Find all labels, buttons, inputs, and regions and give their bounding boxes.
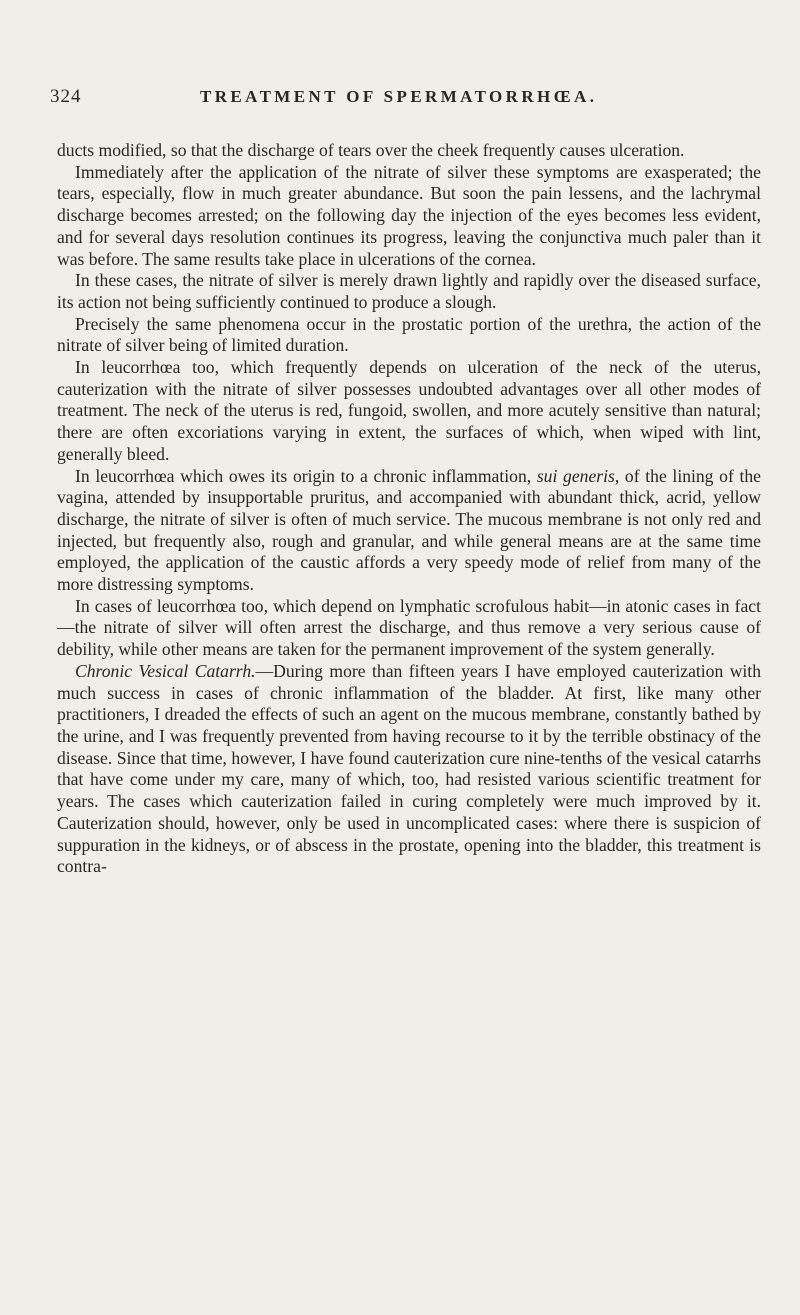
paragraph-cases: In these cases, the nitrate of silver is merely drawn lightly and rapidly over the diseased surface, its action not being sufficiently continued to produce a slough. xyxy=(57,270,761,312)
page-number: 324 xyxy=(50,86,82,107)
paragraph-prostatic: Precisely the same phenomena occur in the prostatic portion of the urethra, the action of the nitrate of silver being of limited duration. xyxy=(57,313,761,356)
paragraph-scrofulous: In cases of leucorrhœa too, which depend on lymphatic scrofulous habit—in atonic cases in fact—the nitrate of silver will often arrest the discharge, and thus remove a very serious cause of debility, while other means are taken for the permanent improvement of the system generally. xyxy=(57,595,761,660)
paragraph-leucorrhoea-uterus: In leucorrhœa too, which frequently depends on ulceration of the neck of the uterus, cauterization with the nitrate of silver possesses undoubted advantages over all other modes of treatment. The neck of the uterus is red, fungoid, swollen, and more acutely sensitive than natural; there are often excoriations varying in extent, the surfaces of which, when wiped with lint, generally bleed. xyxy=(57,357,761,464)
body-text xyxy=(57,140,761,878)
paragraph-text: —During more than fifteen years I have employed cauterization with much success in cases of chronic inflammation of the bladder. At first, like many other practitioners, I dreaded the effects of such an agent on the mucous membrane, constantly bathed by the urine, and I was frequently prevented from having recourse to it by the terrible obstinacy of the disease. Since that time, however, I have found cauterization cure nine-tenths of the vesical catarrhs that have come under my care, many of which, too, had resisted various scientific treatment for years. The cases which cauterization failed in curing completely were much improved by it. Cauterization should, however, only be used in uncomplicated cases: where there is suspicion of suppuration in the kidneys, or of abscess in the prostate, opening into the bladder, this treatment is contra- xyxy=(57,660,761,877)
paragraph-text: of the lining of the vagina, attended by insupportable pruritus, and accompanied with abundant thick, acrid, yellow discharge, the nitrate of silver is often of much service. The mucous membrane is not only red and injected, but frequently also, rough and granular, and while general means are at the same time employed, the application of the caustic affords a very speedy mode of relief from many of the more distressing symptoms. xyxy=(57,465,761,595)
paragraph-text: In leucorrhœa which owes its origin to a chronic inflammation, xyxy=(75,465,532,486)
section-heading: Chronic Vesical Catarrh. xyxy=(75,660,256,681)
paragraph-vesical-catarrh xyxy=(57,661,761,878)
latin-phrase: sui generis, xyxy=(536,465,620,486)
paragraph-silver-symptoms: Immediately after the application of the nitrate of silver these symptoms are exasperated; the tears, especially, flow in much greater abundance. But soon the pain lessens, and the lachrymal discharge becomes arrested; on the following day the injection of the eyes becomes less evident, and for several days resolution continues its progress, leaving the conjunctiva much paler than it was before. The same results take place in ulcerations of the cornea. xyxy=(57,161,761,269)
paragraph-leucorrhoea-vagina xyxy=(57,466,761,596)
paragraph-continuation: ducts modified, so that the discharge of tears over the cheek frequently causes ulceration. xyxy=(57,140,685,160)
running-head xyxy=(50,86,750,114)
running-title: TREATMENT OF SPERMATORRHŒA. xyxy=(200,87,598,106)
